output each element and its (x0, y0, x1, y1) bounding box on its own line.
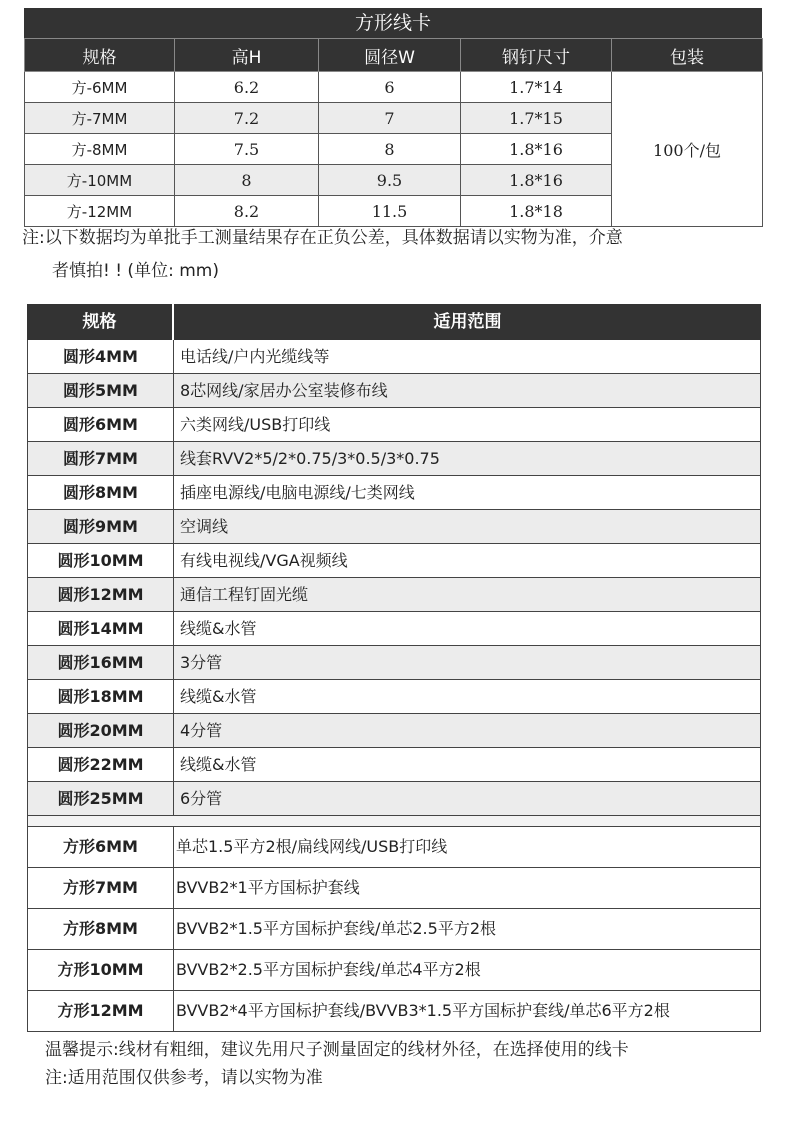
cell-range: 空调线 (174, 510, 760, 543)
table-row (27, 544, 761, 578)
table-row (27, 868, 761, 909)
cell-height: 8 (175, 165, 319, 196)
cell-spec: 方-7MM (25, 103, 175, 134)
cell-range: BVVB2*1.5平方国标护套线/单芯2.5平方2根 (176, 919, 496, 938)
table-row (27, 950, 761, 991)
cell-range: 3分管 (174, 646, 760, 679)
cell-spec: 圆形8MM (28, 476, 174, 509)
cell-nail-size: 1.7*15 (461, 103, 612, 134)
cell-spec: 圆形20MM (28, 714, 174, 747)
spec-grid (24, 38, 763, 227)
cell-spec: 方形12MM (28, 991, 174, 1031)
tip-line-1: 温馨提示:线材有粗细，建议先用尺子测量固定的线材外径，在选择使用的线卡 (45, 1040, 629, 1060)
cell-range: 线套RVV2*5/2*0.75/3*0.5/3*0.75 (174, 442, 760, 475)
table-row (27, 748, 761, 782)
cell-range: 通信工程钉固光缆 (174, 578, 760, 611)
table-row (27, 442, 761, 476)
cell-range: BVVB2*2.5平方国标护套线/单芯4平方2根 (176, 960, 481, 979)
cell-height: 7.2 (175, 103, 319, 134)
cell-nail-size: 1.8*16 (461, 165, 612, 196)
header-packaging: 包装 (612, 39, 763, 72)
header-height: 高H (175, 39, 319, 72)
header-row (25, 39, 763, 72)
cell-spec: 圆形5MM (28, 374, 174, 407)
square-rows (27, 827, 761, 1032)
cell-range: 线缆&水管 (174, 612, 760, 645)
cell-nail-size: 1.8*18 (461, 196, 612, 227)
cell-diameter: 7 (319, 103, 461, 134)
round-rows (27, 340, 761, 816)
cell-range: 有线电视线/VGA视频线 (174, 544, 760, 577)
table-row (27, 374, 761, 408)
table-row (27, 991, 761, 1032)
header-range: 适用范围 (433, 312, 502, 332)
table-title: 方形线卡 (24, 8, 762, 38)
cell-spec: 方-12MM (25, 196, 175, 227)
cell-range: 4分管 (174, 714, 760, 747)
cell-spec: 圆形22MM (28, 748, 174, 781)
cell-range: BVVB2*4平方国标护套线/BVVB3*1.5平方国标护套线/单芯6平方2根 (176, 1001, 670, 1020)
cell-nail-size: 1.7*14 (461, 72, 612, 103)
cell-spec: 方-6MM (25, 72, 175, 103)
cell-range: BVVB2*1平方国标护套线 (176, 878, 360, 897)
cell-spec: 圆形4MM (28, 340, 174, 373)
table-row (27, 646, 761, 680)
cell-diameter: 9.5 (319, 165, 461, 196)
cell-spec: 方形8MM (28, 909, 174, 949)
cell-range: 电话线/户内光缆线等 (174, 340, 760, 373)
section-divider (27, 816, 761, 827)
application-range-table (27, 304, 761, 1032)
cell-spec: 方-8MM (25, 134, 175, 165)
table-row (27, 827, 761, 868)
cell-height: 7.5 (175, 134, 319, 165)
table-row (27, 408, 761, 442)
cell-spec: 方形7MM (28, 868, 174, 908)
table-row (27, 612, 761, 646)
cell-spec: 方形6MM (28, 827, 174, 867)
cell-range: 线缆&水管 (174, 680, 760, 713)
table-row (27, 476, 761, 510)
cell-spec: 圆形14MM (28, 612, 174, 645)
table-row (27, 578, 761, 612)
measurement-note (22, 222, 772, 288)
header-spec: 规格 (25, 39, 175, 72)
table-row (27, 340, 761, 374)
square-clip-spec-table (24, 8, 762, 227)
note-line-1: 注:以下数据均为单批手工测量结果存在正负公差，具体数据请以实物为准，介意 (22, 228, 623, 248)
cell-nail-size: 1.8*16 (461, 134, 612, 165)
cell-height: 8.2 (175, 196, 319, 227)
cell-range: 6分管 (174, 782, 760, 815)
table-row (27, 680, 761, 714)
cell-spec: 圆形25MM (28, 782, 174, 815)
note-line-2: 者慎拍! ! (单位: mm) (52, 261, 219, 281)
table-row (27, 782, 761, 816)
cell-spec: 圆形18MM (28, 680, 174, 713)
cell-spec: 圆形12MM (28, 578, 174, 611)
table-row (27, 510, 761, 544)
cell-spec: 圆形7MM (28, 442, 174, 475)
cell-diameter: 11.5 (319, 196, 461, 227)
header-diameter: 圆径W (319, 39, 461, 72)
cell-diameter: 8 (319, 134, 461, 165)
tip-line-2: 注:适用范围仅供参考，请以实物为准 (45, 1068, 323, 1088)
cell-height: 6.2 (175, 72, 319, 103)
cell-range: 单芯1.5平方2根/扁线网线/USB打印线 (176, 837, 448, 856)
cell-spec: 方形10MM (28, 950, 174, 990)
cell-spec: 圆形6MM (28, 408, 174, 441)
table-row (25, 72, 763, 103)
tips (45, 1036, 629, 1092)
cell-packaging: 100个/包 (612, 72, 763, 227)
header-row (27, 304, 761, 340)
cell-range: 六类网线/USB打印线 (174, 408, 760, 441)
table-row (27, 714, 761, 748)
cell-diameter: 6 (319, 72, 461, 103)
cell-spec: 方-10MM (25, 165, 175, 196)
cell-spec: 圆形16MM (28, 646, 174, 679)
cell-spec: 圆形9MM (28, 510, 174, 543)
cell-range: 线缆&水管 (174, 748, 760, 781)
header-spec: 规格 (27, 304, 174, 340)
cell-range: 插座电源线/电脑电源线/七类网线 (174, 476, 760, 509)
header-nail-size: 钢钉尺寸 (461, 39, 612, 72)
cell-range: 8芯网线/家居办公室装修布线 (174, 374, 760, 407)
table-row (27, 909, 761, 950)
cell-spec: 圆形10MM (28, 544, 174, 577)
